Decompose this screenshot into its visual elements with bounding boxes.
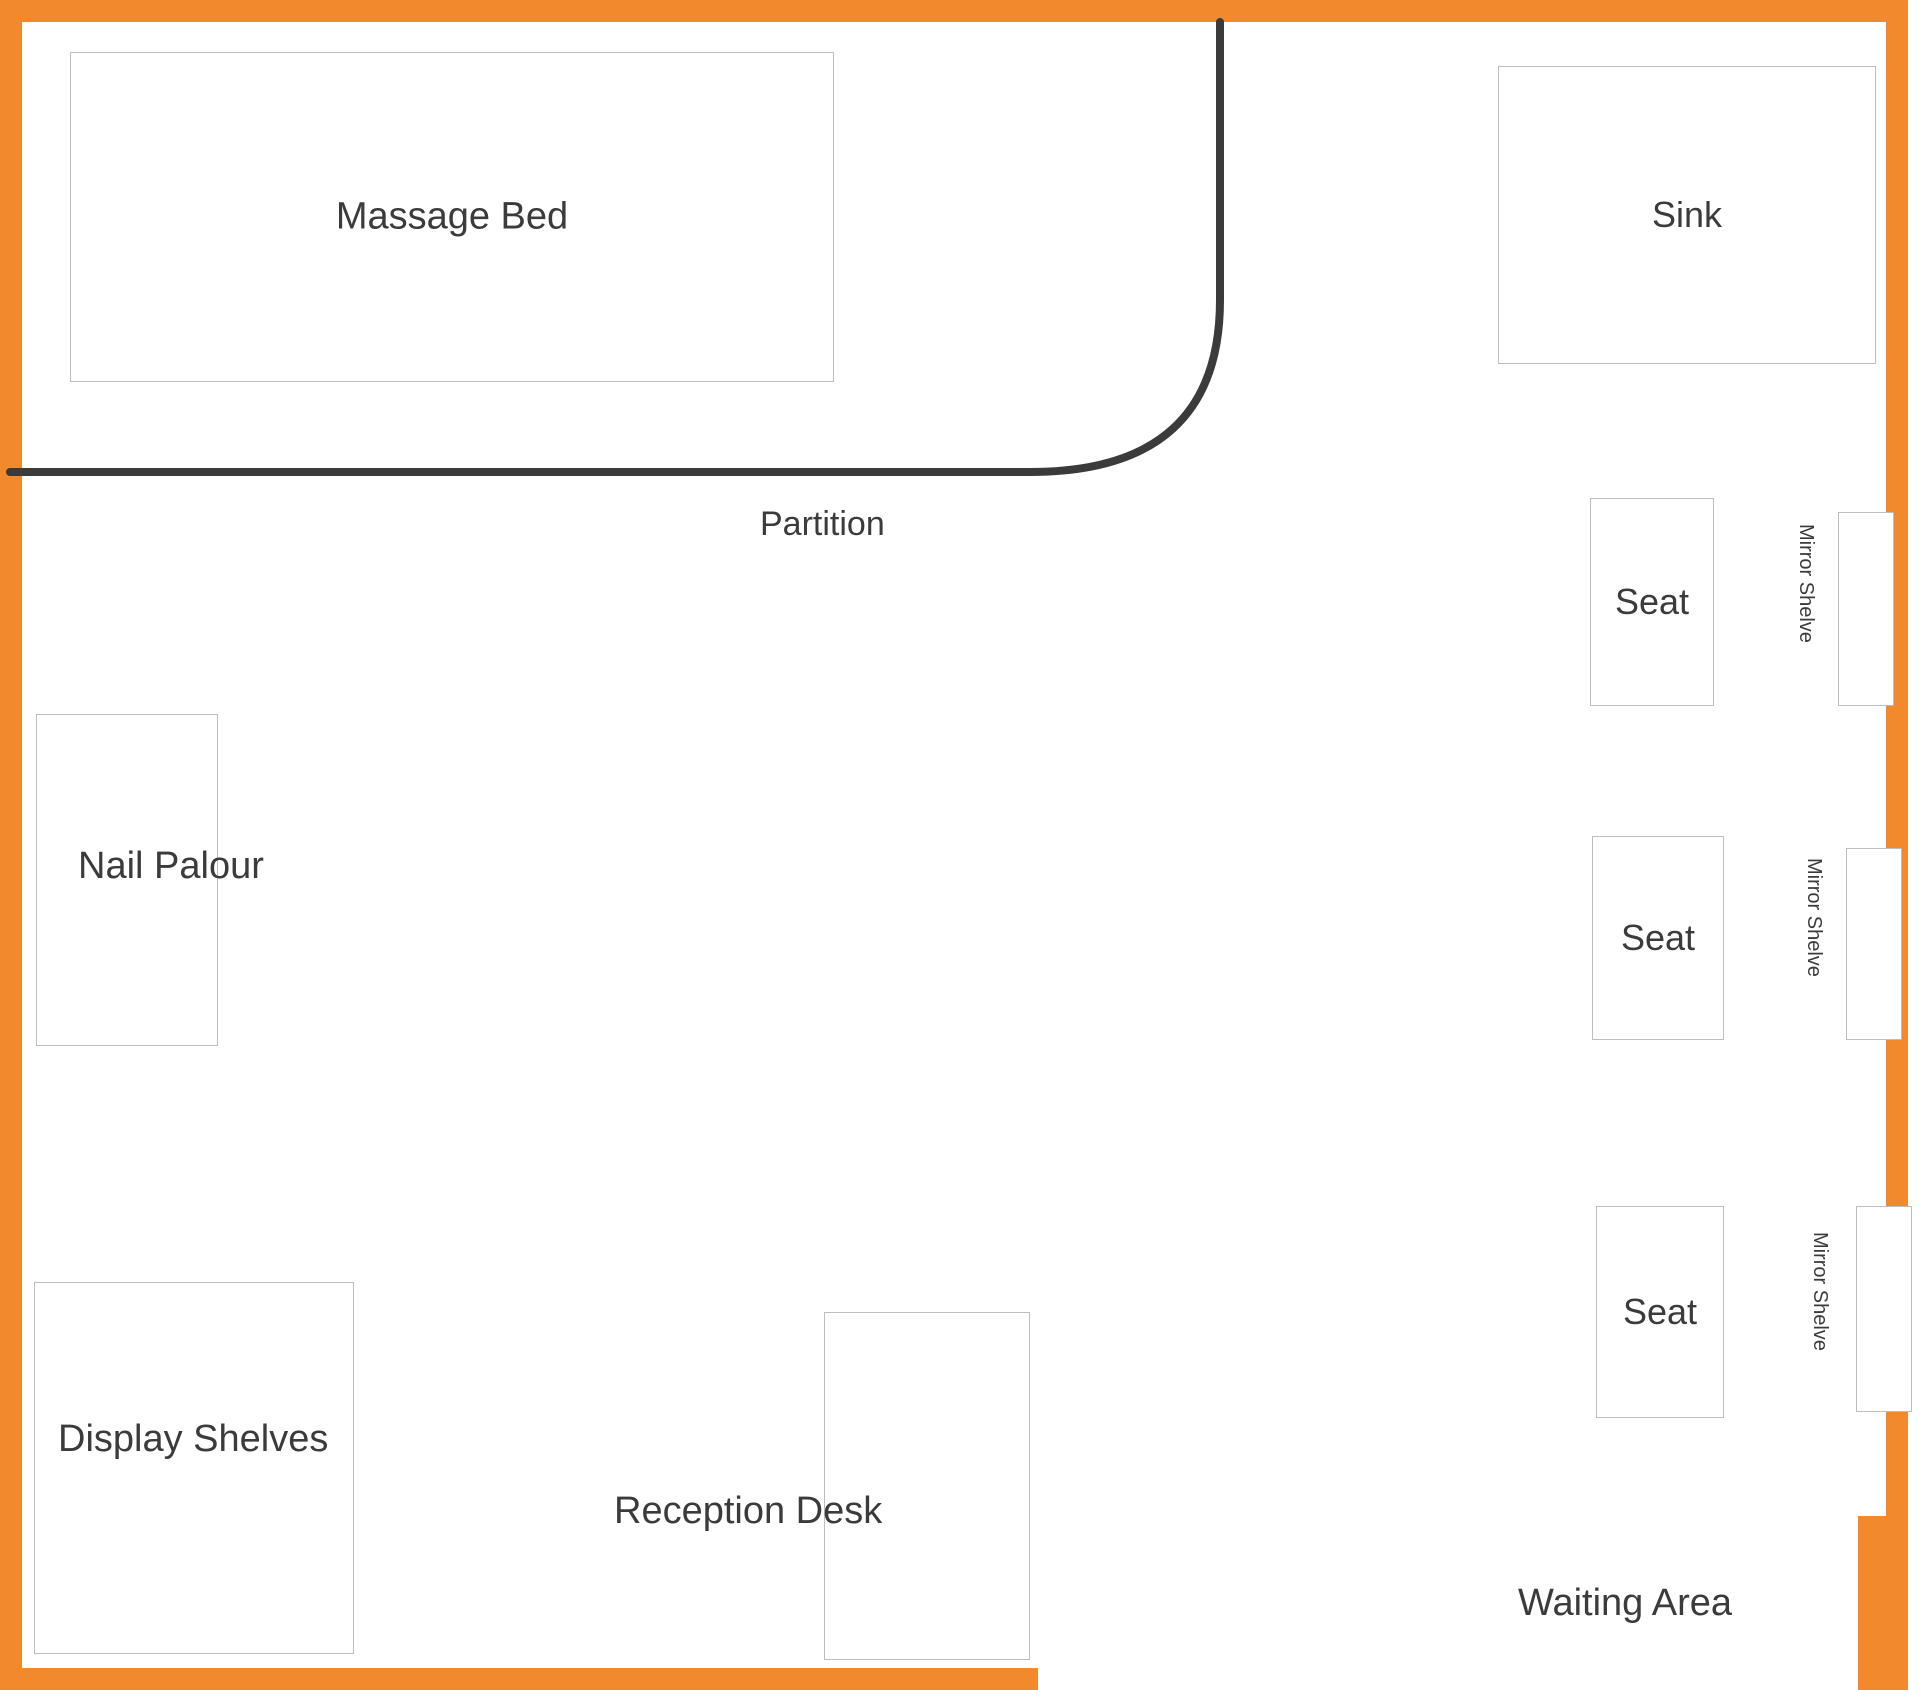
mirror-shelve-2[interactable] — [1846, 848, 1902, 1040]
seat-3-label: Seat — [1622, 1291, 1698, 1332]
wall-entry-segment — [1858, 1516, 1908, 1690]
mirror-shelve-3-label: Mirror Shelve — [1809, 1232, 1831, 1351]
reception-desk-label: Reception Desk — [614, 1490, 883, 1532]
wall-bottom — [0, 1668, 1038, 1690]
seat-1-label: Seat — [1614, 581, 1690, 622]
seat-1[interactable] — [1590, 498, 1714, 706]
mirror-shelve-1[interactable] — [1838, 512, 1894, 706]
mirror-shelve-2-label: Mirror Shelve — [1803, 858, 1825, 977]
seat-3[interactable] — [1596, 1206, 1724, 1418]
waiting-area-label: Waiting Area — [1518, 1582, 1733, 1624]
seat-2[interactable] — [1592, 836, 1724, 1040]
reception-desk[interactable] — [824, 1312, 1030, 1660]
wall-left — [0, 0, 22, 1690]
massage-bed-label: Massage Bed — [335, 195, 569, 238]
seat-2-label: Seat — [1620, 917, 1696, 958]
sink-label: Sink — [1651, 194, 1723, 235]
mirror-shelve-1-label: Mirror Shelve — [1795, 524, 1817, 643]
nail-palour-label: Nail Palour — [78, 845, 264, 887]
wall-top — [0, 0, 1908, 22]
partition-label: Partition — [760, 505, 885, 543]
mirror-shelve-3[interactable] — [1856, 1206, 1912, 1412]
display-shelves[interactable] — [34, 1282, 354, 1654]
massage-bed[interactable] — [70, 52, 834, 382]
sink[interactable] — [1498, 66, 1876, 364]
display-shelves-label: Display Shelves — [58, 1418, 329, 1460]
